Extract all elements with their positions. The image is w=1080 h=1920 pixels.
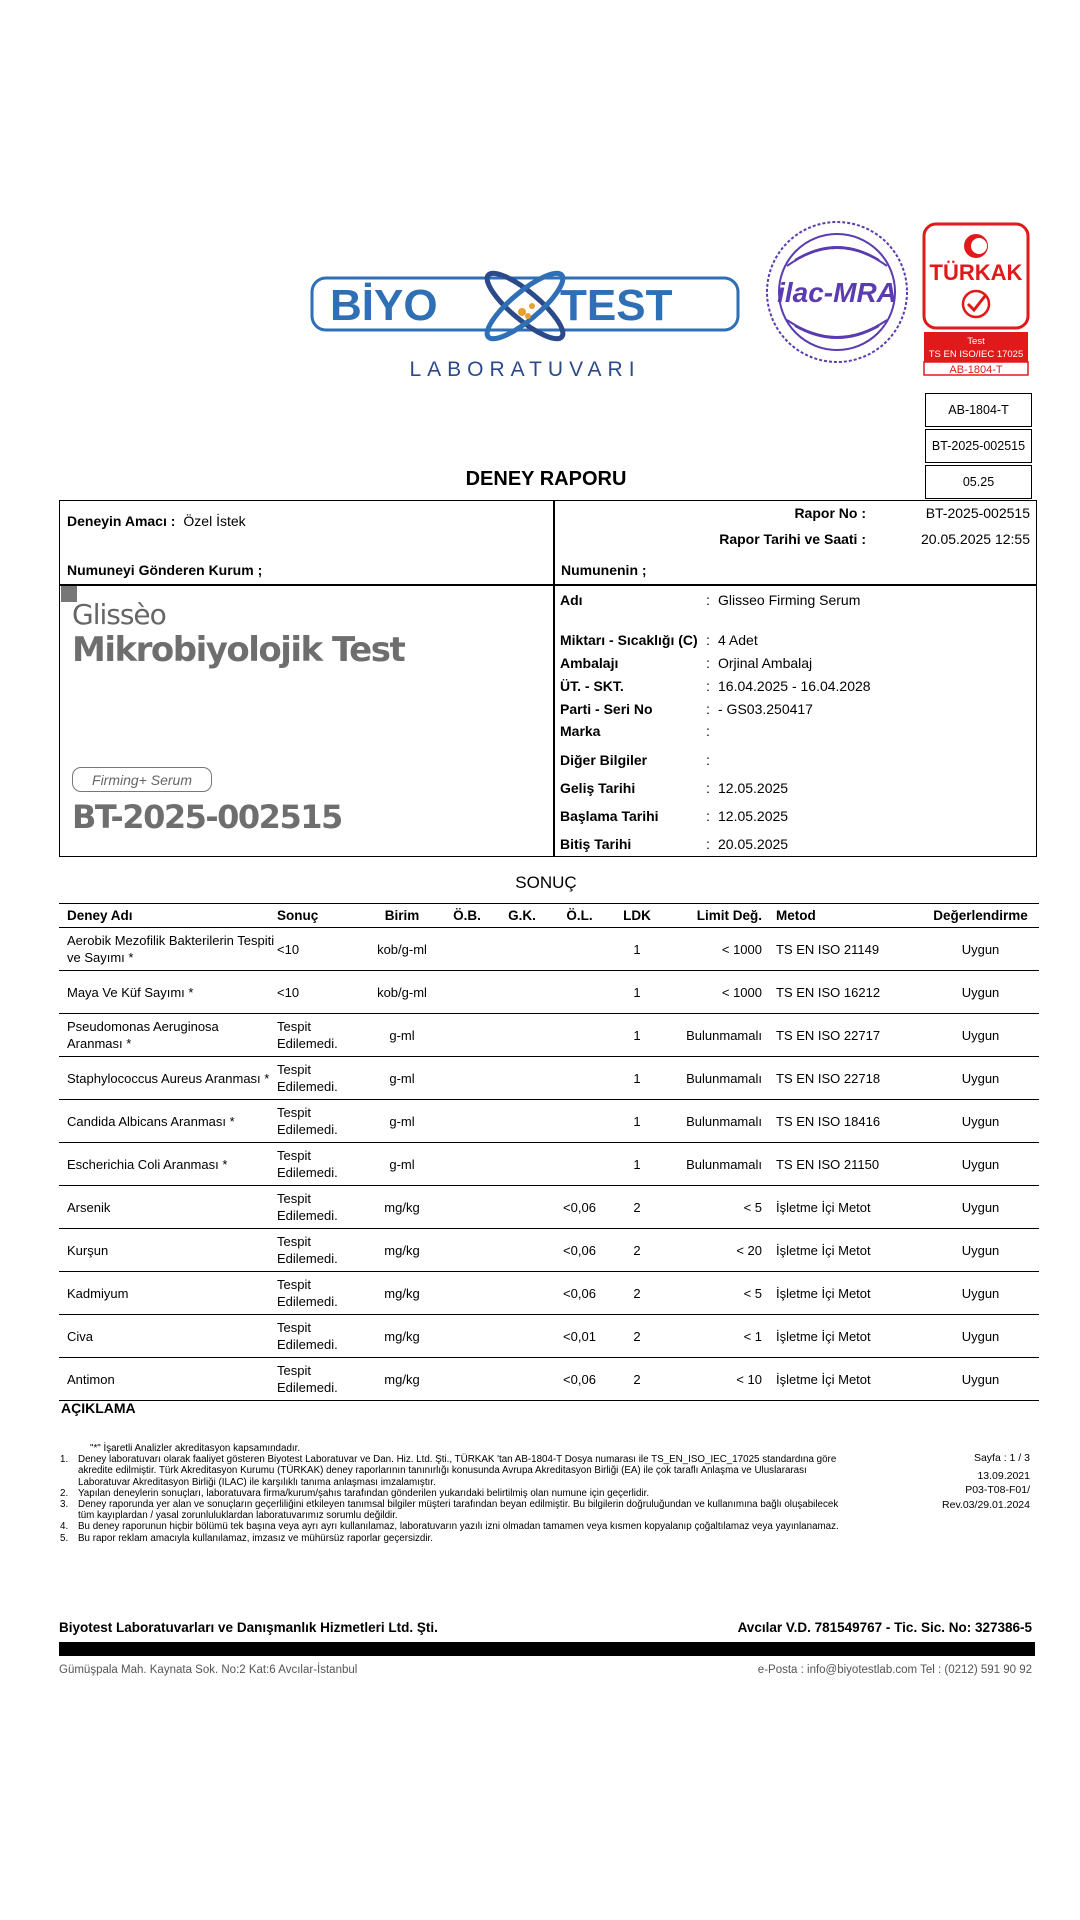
turkak-standard: TS EN ISO/IEC 17025 [928, 349, 1024, 360]
cell-deney-adi: Escherichia Coli Aranması * [59, 1143, 277, 1186]
cell-ldk: 2 [612, 1186, 662, 1229]
logo-test: TEST [560, 281, 673, 330]
cell-ldk: 2 [612, 1315, 662, 1358]
cell-metod: İşletme İçi Metot [772, 1272, 922, 1315]
field-bitis: Bitiş Tarihi : 20.05.2025 [560, 836, 789, 852]
table-row [59, 1014, 1039, 1057]
cell-degerlendirme: Uygun [922, 1229, 1039, 1272]
cell-sonuc: Tespit Edilemedi. [277, 1057, 367, 1100]
notes-list [60, 1443, 840, 1544]
cell-ldk: 1 [612, 1143, 662, 1186]
turkak-test: Test [967, 336, 985, 347]
col-birim: Birim [367, 904, 437, 928]
cell-deney-adi: Arsenik [59, 1186, 277, 1229]
cell-metod: TS EN ISO 21150 [772, 1143, 922, 1186]
note-item [60, 1488, 840, 1499]
page-info [900, 1451, 1030, 1512]
cell-deney-adi: Civa [59, 1315, 277, 1358]
rapor-no-value: BT-2025-002515 [925, 505, 1030, 521]
cell-sonuc: Tespit Edilemedi. [277, 1315, 367, 1358]
cell-limit: < 1000 [662, 928, 772, 971]
cell-metod: İşletme İçi Metot [772, 1186, 922, 1229]
cell-ol: <0,06 [547, 1186, 612, 1229]
note-text: Bu rapor reklam amacıyla kullanılamaz, imzasız ve mühürsüz raporlar geçersizdir. [78, 1532, 433, 1544]
cell-ob [437, 971, 497, 1014]
page-number: Sayfa : 1 / 3 [973, 1452, 1030, 1464]
cell-ol: <0,06 [547, 1358, 612, 1401]
cell-sonuc: Tespit Edilemedi. [277, 1143, 367, 1186]
cell-birim: g-ml [367, 1143, 437, 1186]
cell-ob [437, 1014, 497, 1057]
biyotest-logo [310, 270, 740, 385]
col-deney-adi: Deney Adı [59, 904, 277, 928]
numune-label: Numunenin ; [561, 562, 647, 578]
field-ambalaj: Ambalajı : Orjinal Ambalaj [560, 655, 813, 671]
footer-divider [59, 1642, 1035, 1656]
cell-sonuc: Tespit Edilemedi. [277, 1100, 367, 1143]
cell-sonuc: Tespit Edilemedi. [277, 1186, 367, 1229]
field-parti: Parti - Seri No : - GS03.250417 [560, 701, 813, 717]
col-ol: Ö.L. [547, 904, 612, 928]
table-row [59, 1143, 1039, 1186]
cell-metod: İşletme İçi Metot [772, 1229, 922, 1272]
col-limit: Limit Değ. [662, 904, 772, 928]
cell-gk [497, 1143, 547, 1186]
page-title: DENEY RAPORU [465, 468, 627, 490]
amac-label: Deneyin Amacı : [67, 513, 176, 529]
rapor-tarih-label: Rapor Tarihi ve Saati : [719, 531, 866, 547]
cell-gk [497, 1272, 547, 1315]
cell-degerlendirme: Uygun [922, 1315, 1039, 1358]
footer-company: Biyotest Laboratuvarları ve Danışmanlık Hizmetleri Ltd. Şti. [59, 1620, 438, 1635]
cell-deney-adi: Staphylococcus Aureus Aranması * [59, 1057, 277, 1100]
note-number: 5. [60, 1532, 69, 1544]
field-marka: Marka : [560, 723, 710, 739]
table-row [59, 1358, 1039, 1401]
cell-metod: TS EN ISO 21149 [772, 928, 922, 971]
cell-limit: < 5 [662, 1272, 772, 1315]
cell-metod: TS EN ISO 16212 [772, 971, 922, 1014]
field-ut-skt: ÜT. - SKT. : 16.04.2025 - 16.04.2028 [560, 678, 871, 694]
cell-birim: mg/kg [367, 1229, 437, 1272]
doc-box-date: 05.25 [925, 465, 1032, 499]
cell-ldk: 1 [612, 1057, 662, 1100]
cell-birim: kob/g-ml [367, 971, 437, 1014]
cell-metod: TS EN ISO 18416 [772, 1100, 922, 1143]
cell-ldk: 1 [612, 1014, 662, 1057]
sample-code: BT-2025-002515 [72, 798, 342, 836]
note-number: 2. [60, 1487, 69, 1499]
note-text: Bu deney raporunun hiçbir bölümü tek başına veya ayrı ayrı kullanılamaz, laboratuvarın yazılı izni olmadan tamamen veya kısmen kopyalanıp çoğaltılamaz veya yayınlanamaz. [78, 1521, 839, 1533]
table-row [59, 1272, 1039, 1315]
gonderen-label: Numuneyi Gönderen Kurum ; [67, 562, 263, 578]
note-text: Yapılan deneylerin sonuçları, laboratuvara firma/kurum/şahıs tarafından gönderilen yukarıdaki belirtilmiş olan numune için geçerlidir. [78, 1487, 650, 1499]
cell-ob [437, 1272, 497, 1315]
rapor-no-label: Rapor No : [794, 505, 866, 521]
cell-ol: <0,06 [547, 1272, 612, 1315]
footer-contact: e-Posta : info@biyotestlab.com Tel : (0212) 591 90 92 [757, 1664, 1032, 1676]
cell-ldk: 1 [612, 928, 662, 971]
cell-ldk: 2 [612, 1229, 662, 1272]
table-row [59, 1100, 1039, 1143]
cell-birim: mg/kg [367, 1358, 437, 1401]
cell-ob [437, 928, 497, 971]
field-diger: Diğer Bilgiler : [560, 752, 710, 768]
cell-degerlendirme: Uygun [922, 1100, 1039, 1143]
amac-row [67, 513, 246, 529]
cell-limit: Bulunmamalı [662, 1100, 772, 1143]
table-row [59, 1057, 1039, 1100]
table-row [59, 1186, 1039, 1229]
col-degerlendirme: Değerlendirme [922, 904, 1039, 928]
cell-limit: < 1 [662, 1315, 772, 1358]
sample-brand: Glissèo [72, 598, 166, 631]
field-adi: Adı : Glisseo Firming Serum [560, 592, 861, 608]
cell-limit: Bulunmamalı [662, 1014, 772, 1057]
note-number [60, 1443, 78, 1454]
cell-metod: TS EN ISO 22717 [772, 1014, 922, 1057]
cell-ol: <0,06 [547, 1229, 612, 1272]
table-row [59, 1229, 1039, 1272]
note-item [60, 1533, 840, 1544]
cell-degerlendirme: Uygun [922, 928, 1039, 971]
cell-ob [437, 1100, 497, 1143]
field-baslama: Başlama Tarihi : 12.05.2025 [560, 808, 789, 824]
cell-sonuc: Tespit Edilemedi. [277, 1229, 367, 1272]
cell-sonuc: Tespit Edilemedi. [277, 1272, 367, 1315]
cell-gk [497, 1100, 547, 1143]
cell-limit: < 1000 [662, 971, 772, 1014]
cell-ol [547, 1057, 612, 1100]
results-table [59, 903, 1039, 1401]
note-number: 4. [60, 1521, 69, 1533]
form-rev: Rev.03/29.01.2024 [942, 1498, 1030, 1511]
cell-deney-adi: Pseudomonas Aeruginosa Aranması * [59, 1014, 277, 1057]
cell-gk [497, 1057, 547, 1100]
cell-limit: < 10 [662, 1358, 772, 1401]
cell-ldk: 1 [612, 1100, 662, 1143]
cell-gk [497, 1186, 547, 1229]
cell-gk [497, 1229, 547, 1272]
rapor-tarih-value: 20.05.2025 12:55 [921, 531, 1030, 547]
cell-ob [437, 1229, 497, 1272]
cell-deney-adi: Kadmiyum [59, 1272, 277, 1315]
note-item [60, 1499, 840, 1521]
cell-ob [437, 1186, 497, 1229]
cell-birim: g-ml [367, 1014, 437, 1057]
cell-ob [437, 1315, 497, 1358]
footer-tax: Avcılar V.D. 781549767 - Tic. Sic. No: 327386-5 [737, 1620, 1032, 1635]
cell-limit: < 20 [662, 1229, 772, 1272]
form-date: 13.09.2021 [977, 1469, 1030, 1482]
results-header-row [59, 904, 1039, 928]
cell-degerlendirme: Uygun [922, 1272, 1039, 1315]
cell-gk [497, 1315, 547, 1358]
cell-ol [547, 1100, 612, 1143]
field-miktar: Miktarı - Sıcaklığı (C) : 4 Adet [560, 632, 758, 648]
cell-birim: mg/kg [367, 1186, 437, 1229]
cell-birim: kob/g-ml [367, 928, 437, 971]
note-text: Deney laboratuvarı olarak faaliyet gösteren Biyotest Laboratuvar ve Dan. Hiz. Ltd. Şti., TÜRKAK 'tan AB-1804-T Dosya numarası ile TS_EN_ISO_IEC_17025 standardına göre akredite edilmiştir. Türk Akreditasyon Kurumu (TÜRKAK) deney raporlarının tanınırlığı konusunda Avrupa Akreditasyon Birliği (EA) ile çok taraflı Anlaşma ve Uluslararası Laboratuvar Akreditasyon Birliği (ILAC) ile karşılıklı tanıma anlaşması imzalamıştır. [78, 1454, 837, 1488]
cell-deney-adi: Aerobik Mezofilik Bakterilerin Tespiti ve Sayımı * [59, 928, 277, 971]
logo-biyo: BİYO [330, 281, 438, 330]
flask-atom-icon [479, 270, 571, 348]
cell-birim: g-ml [367, 1057, 437, 1100]
col-sonuc: Sonuç [277, 904, 367, 928]
cell-degerlendirme: Uygun [922, 1358, 1039, 1401]
cell-metod: TS EN ISO 22718 [772, 1057, 922, 1100]
col-ob: Ö.B. [437, 904, 497, 928]
cell-sonuc: <10 [277, 971, 367, 1014]
cell-ol [547, 1014, 612, 1057]
cell-ol [547, 928, 612, 971]
cell-gk [497, 928, 547, 971]
col-ldk: LDK [612, 904, 662, 928]
note-text: "*" İşaretli Analizler akreditasyon kapsamındadır. [90, 1443, 301, 1454]
cell-deney-adi: Maya Ve Küf Sayımı * [59, 971, 277, 1014]
cell-deney-adi: Antimon [59, 1358, 277, 1401]
cell-metod: İşletme İçi Metot [772, 1358, 922, 1401]
cell-limit: Bulunmamalı [662, 1057, 772, 1100]
ilac-mra-seal [765, 220, 910, 365]
cell-deney-adi: Kurşun [59, 1229, 277, 1272]
note-item [60, 1454, 840, 1488]
amac-value: Özel İstek [183, 513, 246, 529]
table-row [59, 971, 1039, 1014]
cell-metod: İşletme İçi Metot [772, 1315, 922, 1358]
cell-degerlendirme: Uygun [922, 1143, 1039, 1186]
cell-limit: Bulunmamalı [662, 1143, 772, 1186]
table-row [59, 928, 1039, 971]
cell-ob [437, 1143, 497, 1186]
aciklama-title: AÇIKLAMA [61, 1400, 136, 1416]
cell-gk [497, 1358, 547, 1401]
logo-sub: LABORATUVARI [409, 358, 641, 381]
cell-ol: <0,01 [547, 1315, 612, 1358]
cell-birim: mg/kg [367, 1315, 437, 1358]
sonuc-title: SONUÇ [515, 873, 577, 892]
note-number: 1. [60, 1454, 69, 1466]
cell-degerlendirme: Uygun [922, 1014, 1039, 1057]
cell-birim: mg/kg [367, 1272, 437, 1315]
cell-ob [437, 1057, 497, 1100]
turkak-badge [922, 222, 1030, 377]
cell-ol [547, 1143, 612, 1186]
cell-birim: g-ml [367, 1100, 437, 1143]
cell-deney-adi: Candida Albicans Aranması * [59, 1100, 277, 1143]
col-metod: Metod [772, 904, 922, 928]
note-number: 3. [60, 1499, 69, 1511]
form-code: P03-T08-F01/ [965, 1484, 1030, 1496]
cell-sonuc: Tespit Edilemedi. [277, 1358, 367, 1401]
cell-ldk: 2 [612, 1272, 662, 1315]
note-text: Deney raporunda yer alan ve sonuçların geçerliliğini etkileyen tanımsal bilgiler müşteri tarafından beyan edilmiştir. Bu bilgilerin doğruluğundan ve kullanımına bağlı oluşabilecek tüm kayıplardan / yasal zorunluluklardan laboratuvarımız sorumlu değildir. [78, 1499, 839, 1522]
footer-address: Gümüşpala Mah. Kaynata Sok. No:2 Kat:6 Avcılar-İstanbul [59, 1664, 358, 1676]
cell-sonuc: <10 [277, 928, 367, 971]
cell-ol [547, 971, 612, 1014]
cell-limit: < 5 [662, 1186, 772, 1229]
turkak-code: AB-1804-T [949, 364, 1003, 376]
cell-gk [497, 971, 547, 1014]
note-item [60, 1521, 840, 1532]
table-row [59, 1315, 1039, 1358]
cell-degerlendirme: Uygun [922, 971, 1039, 1014]
cell-ldk: 1 [612, 971, 662, 1014]
field-gelis: Geliş Tarihi : 12.05.2025 [560, 780, 789, 796]
doc-box-accreditation: AB-1804-T [925, 393, 1032, 427]
ilac-label: ilac-MRA [777, 277, 897, 308]
cell-degerlendirme: Uygun [922, 1186, 1039, 1229]
note-item [60, 1443, 840, 1454]
cell-ldk: 2 [612, 1358, 662, 1401]
cell-ob [437, 1358, 497, 1401]
turkak-name: TÜRKAK [929, 260, 1023, 285]
col-gk: G.K. [497, 904, 547, 928]
sample-title: Mikrobiyolojik Test [72, 630, 405, 670]
doc-box-report-no: BT-2025-002515 [925, 429, 1032, 463]
cell-degerlendirme: Uygun [922, 1057, 1039, 1100]
sample-pill: Firming+ Serum [72, 767, 212, 792]
cell-gk [497, 1014, 547, 1057]
cell-sonuc: Tespit Edilemedi. [277, 1014, 367, 1057]
